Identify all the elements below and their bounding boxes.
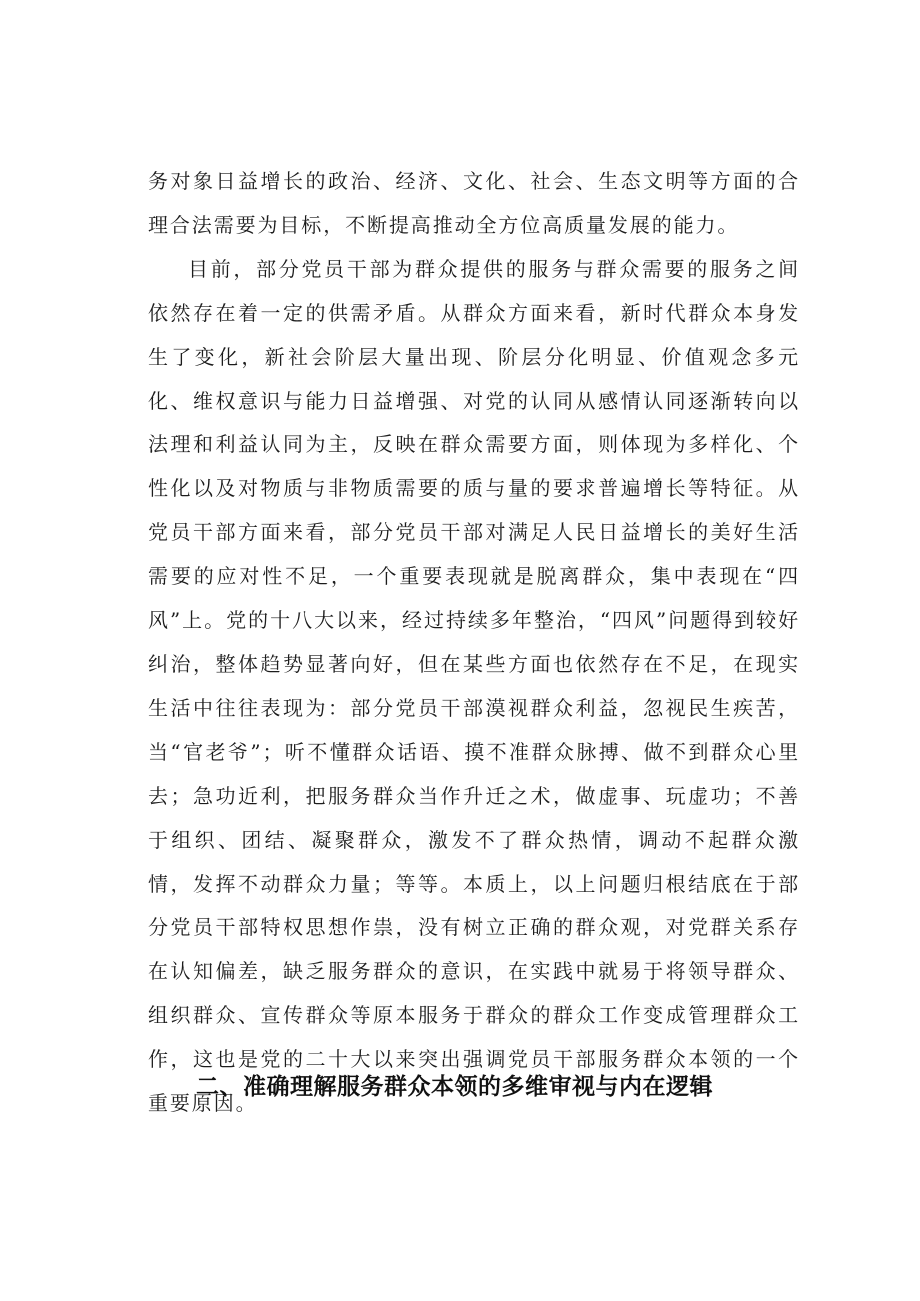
paragraph-supply-demand: 目前，部分党员干部为群众提供的服务与群众需要的服务之间依然存在着一定的供需矛盾。从群众方面来看，新时代群众本身发生了变化，新社会阶层大量出现、阶层分化明显、价值观念多元化、维权意识与能力日益增强、对党的认同从感情认同逐渐转向以法理和利益认同为主，反映在群众需要方面，则体现为多样化、个性化以及对物质与非物质需要的质与量的要求普遍增长等特征。从党员干部方面来看，部分党员干部对满足人民日益增长的美好生活需要的应对性不足，一个重要表现就是脱离群众，集中表现在“四风”上。党的十八大以来，经过持续多年整治，“四风”问题得到较好纠治，整体趋势显著向好，但在某些方面也依然存在不足，在现实生活中往往表现为：部分党员干部漠视群众利益，忽视民生疾苦，当“官老爷”；听不懂群众话语、摸不准群众脉搏、做不到群众心里去；急功近利，把服务群众当作升迁之术，做虚事、玩虚功；不善于组织、团结、凝聚群众，激发不了群众热情，调动不起群众激情，发挥不动群众力量；等等。本质上，以上问题归根结底在于部分党员干部特权思想作祟，没有树立正确的群众观，对党群关系存在认知偏差，缺乏服务群众的意识，在实践中就易于将领导群众、组织群众、宣传群众等原本服务于群众的群众工作变成管理群众工作，这也是党的二十大以来突出强调党员干部服务群众本领的一个重要原因。 bbox=[148, 256, 800, 1116]
document-body bbox=[148, 160, 800, 1126]
section-heading: 二、准确理解服务群众本领的多维审视与内在逻辑 bbox=[196, 1074, 713, 1100]
paragraph-continuation: 务对象日益增长的政治、经济、文化、社会、生态文明等方面的合理合法需要为目标，不断提高推动全方位高质量发展的能力。 bbox=[148, 169, 800, 237]
